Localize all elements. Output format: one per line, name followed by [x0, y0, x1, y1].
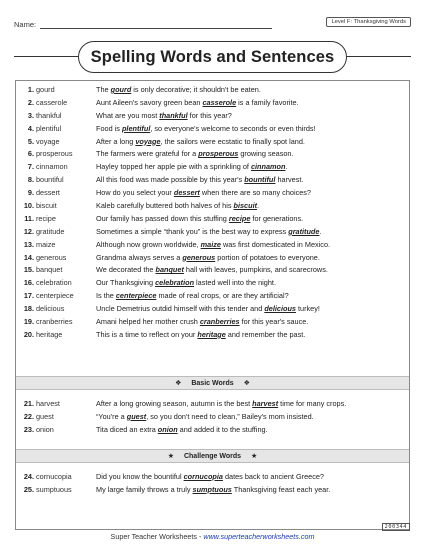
- word-number: 12.: [23, 226, 34, 236]
- sentence-end: Thanksgiving feast each year.: [231, 484, 331, 494]
- sentence-start: Amani helped her mother crush: [96, 316, 200, 326]
- sentence-end: is only decorative; it shouldn't be eaten.: [131, 84, 261, 94]
- sentence-start: What are you most: [96, 110, 160, 120]
- word-number: 5.: [27, 136, 34, 146]
- word-row: [16, 263, 409, 276]
- highlighted-word: gourd: [110, 84, 132, 94]
- highlighted-word: harvest: [252, 398, 279, 408]
- main-word-list: [16, 83, 409, 341]
- highlighted-word: cinnamon: [250, 162, 286, 172]
- basic-words-heading: Basic Words: [191, 379, 234, 387]
- word-row: [16, 199, 409, 212]
- highlighted-word: recipe: [228, 213, 251, 223]
- footer: [0, 532, 425, 541]
- spelling-word: recipe: [36, 213, 56, 223]
- word-number: 14.: [23, 252, 34, 262]
- sentence-start: “You're a: [96, 411, 127, 421]
- word-number: 11.: [24, 213, 34, 223]
- footer-link[interactable]: www.superteacherworksheets.com: [203, 532, 315, 541]
- challenge-words-band: [16, 449, 409, 463]
- example-sentence: [96, 124, 409, 133]
- highlighted-word: casserole: [202, 97, 237, 107]
- sentence-end: hall with leaves, pumpkins, and scarecrows.: [183, 265, 328, 275]
- word-number: 23.: [23, 424, 34, 434]
- word-row: [16, 122, 409, 135]
- word-row: [16, 225, 409, 238]
- word-row: [16, 251, 409, 264]
- sentence-end: dates back to ancient Greece?: [222, 471, 324, 481]
- sentence-start: How do you select your: [96, 188, 174, 198]
- word-row: [16, 96, 409, 109]
- sentence-end: , the sailors were ecstatic to finally spot land.: [160, 136, 305, 146]
- spelling-word: bountiful: [36, 175, 64, 185]
- spelling-word: gourd: [36, 84, 55, 94]
- sentence-start: Our Thanksgiving: [96, 278, 156, 288]
- sentence-end: turkey!: [295, 304, 320, 314]
- highlighted-word: banquet: [155, 265, 184, 275]
- star-icon: ★: [167, 453, 174, 460]
- word-row: [16, 470, 409, 483]
- highlighted-word: voyage: [135, 136, 161, 146]
- word-row: [16, 135, 409, 148]
- sentence-end: when there are so many choices?: [199, 188, 311, 198]
- word-number: 24.: [23, 471, 34, 481]
- word-row: [16, 160, 409, 173]
- name-label: Name:: [14, 20, 37, 29]
- word-row: [16, 186, 409, 199]
- sentence-end: .: [257, 200, 260, 210]
- word-row: [16, 238, 409, 251]
- example-sentence: [96, 278, 409, 287]
- word-number: 15.: [23, 265, 34, 275]
- spelling-word: prosperous: [36, 149, 73, 159]
- diamond-icon: ❖: [175, 380, 182, 387]
- word-number: 21.: [23, 398, 34, 408]
- worksheet-code: 200344: [382, 523, 410, 531]
- example-sentence: [96, 240, 409, 249]
- sentence-start: We decorated the: [96, 265, 156, 275]
- spelling-word: sumptuous: [36, 484, 72, 494]
- level-badge: Level F: Thanksgiving Words: [326, 17, 411, 27]
- highlighted-word: guest: [126, 411, 147, 421]
- highlighted-word: onion: [157, 424, 178, 434]
- sentence-end: and added it to the stuffing.: [177, 424, 268, 434]
- word-number: 9.: [27, 188, 34, 198]
- sentence-start: Hayley topped her apple pie with a sprinkling of: [96, 162, 251, 172]
- word-row: [16, 289, 409, 302]
- word-number: 10.: [23, 200, 34, 210]
- example-sentence: [96, 201, 409, 210]
- highlighted-word: thankful: [159, 110, 188, 120]
- sentence-start: Did you know the bountiful: [96, 471, 184, 481]
- spelling-word: guest: [36, 411, 54, 421]
- example-sentence: [96, 472, 409, 481]
- word-number: 18.: [23, 304, 34, 314]
- sentence-start: Uncle Demetrius outdid himself with this tender and: [96, 304, 265, 314]
- example-sentence: [96, 304, 409, 313]
- word-number: 17.: [23, 291, 34, 301]
- spelling-word: celebration: [36, 278, 72, 288]
- sentence-end: lasted well into the night.: [194, 278, 276, 288]
- highlighted-word: cranberries: [199, 316, 240, 326]
- example-sentence: [96, 227, 409, 236]
- example-sentence: [96, 291, 409, 300]
- example-sentence: [96, 485, 409, 494]
- sentence-start: Is the: [96, 291, 116, 301]
- sentence-end: portion of potatoes to everyone.: [215, 252, 320, 262]
- title-box: [78, 41, 347, 73]
- sentence-start: Food is: [96, 123, 122, 133]
- sentence-start: The: [96, 84, 111, 94]
- sentence-end: and remember the past.: [225, 329, 306, 339]
- word-row: [16, 483, 409, 496]
- sentence-start: Although now grown worldwide,: [96, 239, 201, 249]
- star-icon: ★: [251, 453, 258, 460]
- example-sentence: [96, 85, 409, 94]
- example-sentence: [96, 98, 409, 107]
- highlighted-word: delicious: [264, 304, 296, 314]
- sentence-start: After a long: [96, 136, 136, 146]
- spelling-word: delicious: [36, 304, 65, 314]
- highlighted-word: dessert: [173, 188, 200, 198]
- example-sentence: [96, 111, 409, 120]
- title-banner: [14, 41, 411, 73]
- sentence-end: was first domesticated in Mexico.: [220, 239, 331, 249]
- sentence-end: growing season.: [238, 149, 294, 159]
- name-row: [14, 20, 272, 29]
- spelling-word: casserole: [36, 97, 68, 107]
- word-number: 3.: [27, 110, 34, 120]
- diamond-icon: ❖: [243, 380, 250, 387]
- basic-words-band: [16, 376, 409, 390]
- word-row: [16, 147, 409, 160]
- spelling-word: plentiful: [36, 123, 62, 133]
- spelling-word: gratitude: [36, 226, 65, 236]
- word-row: [16, 173, 409, 186]
- example-sentence: [96, 149, 409, 158]
- spelling-word: heritage: [36, 329, 63, 339]
- word-row: [16, 328, 409, 341]
- example-sentence: [96, 162, 409, 171]
- sentence-start: This is a time to reflect on your: [96, 329, 198, 339]
- highlighted-word: bountiful: [244, 175, 276, 185]
- challenge-word-list: [16, 470, 409, 496]
- highlighted-word: biscuit: [233, 200, 258, 210]
- word-row: [16, 410, 409, 423]
- highlighted-word: cornucopia: [183, 471, 223, 481]
- example-sentence: [96, 188, 409, 197]
- example-sentence: [96, 317, 409, 326]
- sentence-end: , so you don't need to clean,” Bailey's mom insisted.: [146, 411, 314, 421]
- word-number: 16.: [23, 278, 34, 288]
- name-field[interactable]: [40, 21, 272, 29]
- sentence-start: All this food was made possible by this year's: [96, 175, 245, 185]
- page-title: Spelling Words and Sentences: [90, 47, 335, 66]
- word-number: 7.: [27, 162, 34, 172]
- word-number: 4.: [27, 123, 34, 133]
- example-sentence: [96, 214, 409, 223]
- sentence-start: Grandma always serves a: [96, 252, 183, 262]
- spelling-word: banquet: [36, 265, 63, 275]
- highlighted-word: celebration: [155, 278, 195, 288]
- spelling-word: harvest: [36, 398, 60, 408]
- word-row: [16, 276, 409, 289]
- sentence-end: .: [319, 226, 322, 236]
- word-number: 19.: [23, 316, 34, 326]
- challenge-words-heading: Challenge Words: [183, 452, 242, 460]
- spelling-word: biscuit: [36, 200, 57, 210]
- example-sentence: [96, 399, 409, 408]
- sentence-end: for this year?: [187, 110, 232, 120]
- sentence-end: for generations.: [250, 213, 304, 223]
- word-row: [16, 397, 409, 410]
- spelling-word: cinnamon: [36, 162, 68, 172]
- word-number: 13.: [23, 239, 34, 249]
- word-row: [16, 212, 409, 225]
- word-number: 22.: [23, 411, 34, 421]
- sentence-end: .: [285, 162, 288, 172]
- word-number: 6.: [27, 149, 34, 159]
- spelling-word: generous: [36, 252, 67, 262]
- basic-word-list: [16, 397, 409, 436]
- example-sentence: [96, 265, 409, 274]
- word-number: 1.: [27, 84, 34, 94]
- highlighted-word: prosperous: [198, 149, 239, 159]
- sentence-end: , so everyone's welcome to seconds or even thirds!: [150, 123, 316, 133]
- spelling-word: onion: [36, 424, 54, 434]
- highlighted-word: plentiful: [121, 123, 151, 133]
- highlighted-word: centerpiece: [115, 291, 157, 301]
- sentence-end: made of real crops, or are they artificial?: [156, 291, 289, 301]
- highlighted-word: gratitude: [288, 226, 320, 236]
- sentence-start: After a long growing season, autumn is the best: [96, 398, 253, 408]
- spelling-word: voyage: [36, 136, 60, 146]
- sentence-start: The farmers were grateful for a: [96, 149, 199, 159]
- spelling-word: thankful: [36, 110, 62, 120]
- example-sentence: [96, 175, 409, 184]
- word-panel: [15, 80, 410, 530]
- spelling-word: cranberries: [36, 316, 73, 326]
- highlighted-word: heritage: [197, 329, 226, 339]
- spelling-word: cornucopia: [36, 471, 72, 481]
- highlighted-word: maize: [200, 239, 221, 249]
- spelling-word: maize: [36, 239, 56, 249]
- highlighted-word: generous: [182, 252, 216, 262]
- word-number: 2.: [27, 97, 34, 107]
- word-number: 8.: [27, 175, 34, 185]
- sentence-end: time for many crops.: [278, 398, 347, 408]
- word-number: 20.: [23, 329, 34, 339]
- sentence-start: Aunt Aileen's savory green bean: [96, 97, 203, 107]
- sentence-start: Tita diced an extra: [96, 424, 158, 434]
- word-number: 25.: [23, 484, 34, 494]
- word-row: [16, 302, 409, 315]
- word-row: [16, 423, 409, 436]
- sentence-start: My large family throws a truly: [96, 484, 193, 494]
- example-sentence: [96, 137, 409, 146]
- highlighted-word: sumptuous: [192, 484, 232, 494]
- word-row: [16, 315, 409, 328]
- footer-text: Super Teacher Worksheets -: [110, 532, 204, 541]
- sentence-start: Sometimes a simple “thank you” is the best way to express: [96, 226, 289, 236]
- spelling-word: dessert: [36, 188, 60, 198]
- sentence-end: is a family favorite.: [236, 97, 299, 107]
- sentence-start: Our family has passed down this stuffing: [96, 213, 229, 223]
- example-sentence: [96, 412, 409, 421]
- example-sentence: [96, 330, 409, 339]
- spelling-word: centerpiece: [36, 291, 74, 301]
- example-sentence: [96, 253, 409, 262]
- sentence-start: Kaleb carefully buttered both halves of his: [96, 200, 234, 210]
- sentence-end: harvest.: [275, 175, 304, 185]
- sentence-end: for this year's sauce.: [239, 316, 309, 326]
- word-row: [16, 83, 409, 96]
- example-sentence: [96, 425, 409, 434]
- word-row: [16, 109, 409, 122]
